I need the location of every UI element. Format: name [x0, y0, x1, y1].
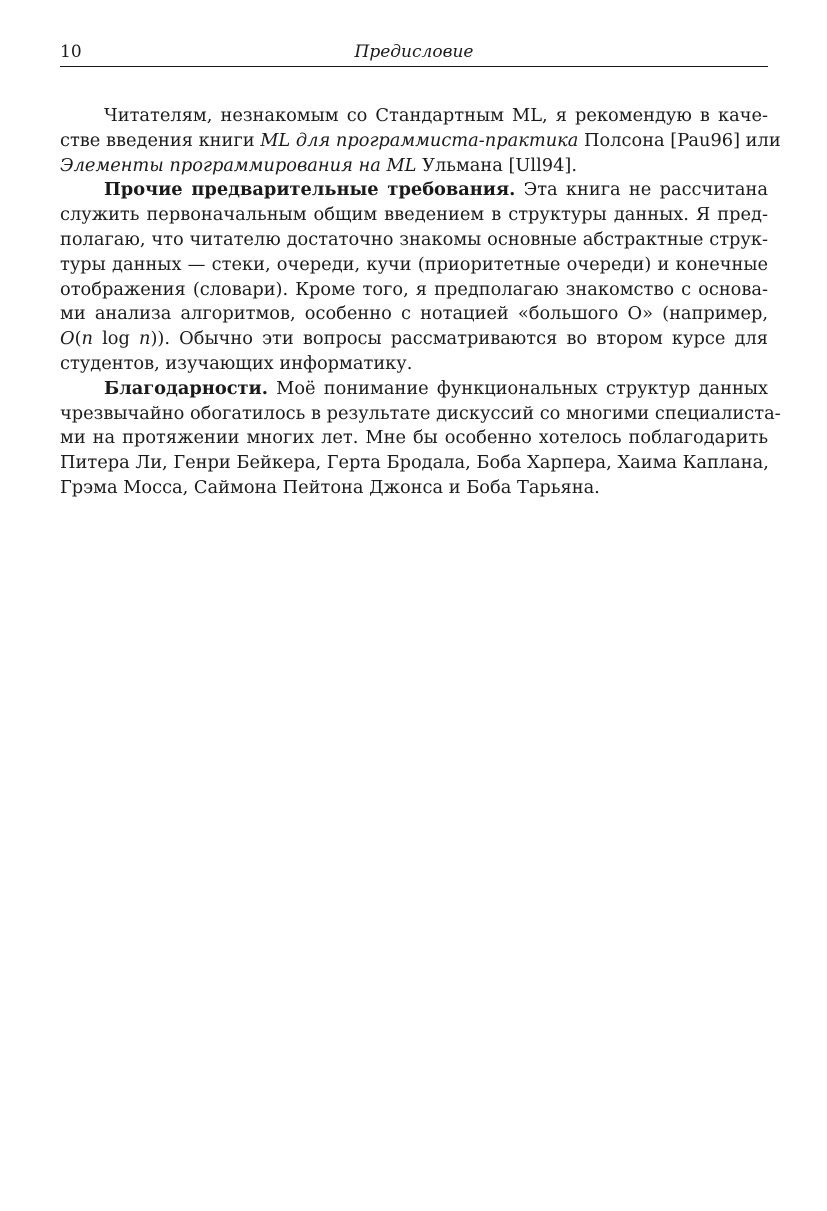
- text-run: Питера Ли, Генри Бейкера, Герта Бродала, Боба Харпера, Хаима Каплана,: [60, 452, 769, 474]
- math-symbol: n: [81, 328, 93, 350]
- paragraph-line: [60, 377, 768, 402]
- text-run: Эта книга не рассчитана: [515, 179, 768, 201]
- paragraph-line: [60, 426, 768, 451]
- paragraph-line: [60, 129, 781, 154]
- math-symbol: O: [60, 328, 75, 350]
- math-symbol: n: [139, 328, 151, 350]
- paragraph-line: [60, 178, 768, 203]
- text-run: Полсона [Pau96] или: [578, 129, 781, 151]
- page-header: [60, 40, 768, 67]
- paragraph-line: [60, 352, 768, 377]
- paragraph-line: [60, 327, 768, 352]
- body-text: [60, 104, 781, 501]
- run-in-heading: Прочие предварительные требования.: [104, 179, 516, 201]
- paragraph-line: [60, 104, 768, 129]
- paragraph-line: [60, 278, 768, 303]
- paragraph-line: [60, 302, 768, 327]
- text-run: )). Обычно эти вопросы рассматриваются во втором курсе для: [150, 328, 768, 350]
- text-run: чрезвычайно обогатилось в результате дискуссий со многими специалиста-: [60, 402, 781, 424]
- paragraph-line: [60, 154, 768, 179]
- text-run: Моё понимание функциональных структур данных: [267, 377, 768, 399]
- book-title: ML для программиста-практика: [260, 129, 579, 151]
- text-run: стве введения книги: [60, 129, 261, 151]
- paragraph-line: [60, 228, 768, 253]
- text-run: ми на протяжении многих лет. Мне бы особенно хотелось поблагодарить: [60, 427, 768, 449]
- text-run: Читателям, незнакомым со Стандартным ML, я рекомендую в каче-: [104, 105, 768, 126]
- paragraph-line: [60, 203, 768, 228]
- text-run: полагаю, что читателю достаточно знакомы основные абстрактные струк-: [60, 228, 768, 250]
- text-run: Ульмана [Ull94].: [416, 154, 578, 176]
- page-number: 10: [60, 42, 82, 62]
- text-run: Грэма Мосса, Саймона Пейтона Джонса и Боба Тарьяна.: [60, 476, 600, 498]
- running-title: Предисловие: [354, 42, 474, 62]
- math-symbol: (: [74, 328, 82, 350]
- book-title: Элементы программирования на ML: [60, 154, 417, 176]
- paragraph-line: [60, 402, 781, 427]
- paragraph-line: [60, 451, 768, 476]
- text-run: туры данных — стеки, очереди, кучи (приоритетные очереди) и конечные: [60, 253, 768, 275]
- text-run: отображения (словари). Кроме того, я предполагаю знакомство с основа-: [60, 278, 768, 300]
- math-symbol: log: [92, 328, 140, 350]
- text-run: служить первоначальным общим введением в структуры данных. Я пред-: [60, 204, 768, 226]
- text-run: студентов, изучающих информатику.: [60, 352, 413, 374]
- run-in-heading: Благодарности.: [104, 377, 268, 399]
- paragraph-line: [60, 476, 768, 501]
- paragraph-line: [60, 253, 768, 278]
- text-run: ми анализа алгоритмов, особенно с нотацией «большого O» (например,: [60, 303, 768, 325]
